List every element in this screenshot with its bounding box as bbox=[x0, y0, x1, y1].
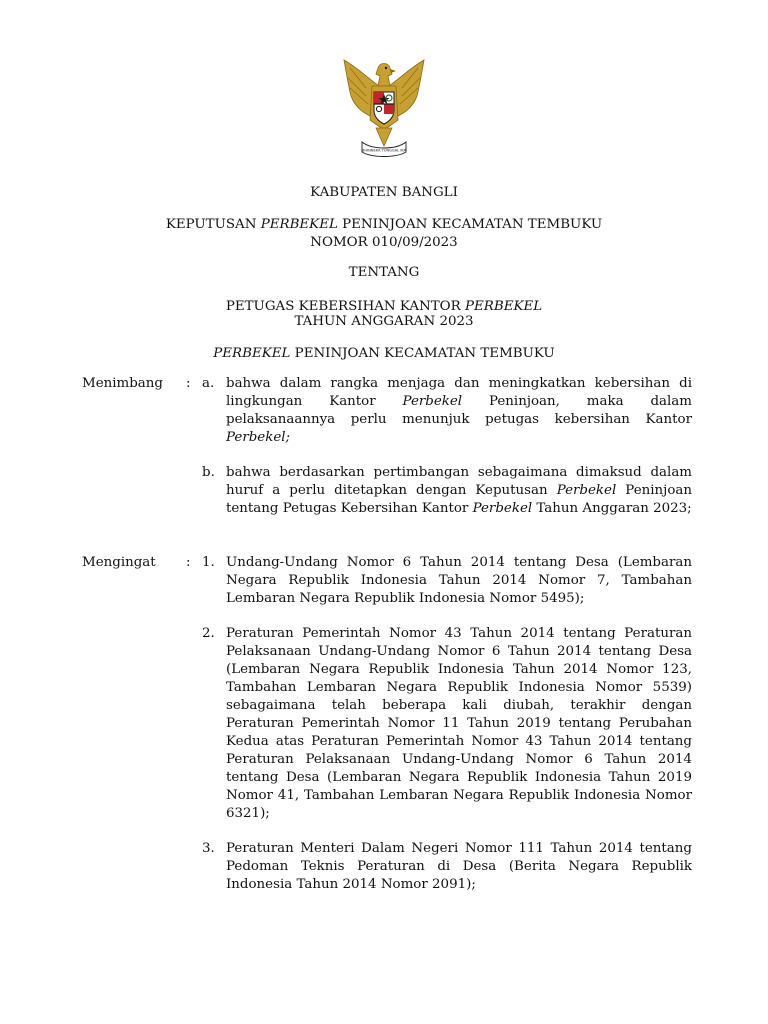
decree-title bbox=[0, 216, 768, 234]
garuda-emblem-icon bbox=[336, 58, 432, 162]
budget-year: TAHUN ANGGARAN 2023 bbox=[294, 314, 474, 329]
menimbang-section bbox=[82, 375, 692, 535]
item-text: bahwa dalam rangka menjaga dan meningkatkan kebersihan di lingkungan Kantor Perbekel Peninjoan, maka dalam pelaksanaannya perlu menunjuk petugas kebersihan Kantor Perbekel; bbox=[226, 376, 692, 445]
mengingat-item-2 bbox=[82, 625, 692, 823]
decree-title-italic: PERBEKEL bbox=[260, 217, 338, 232]
item-text: Undang-Undang Nomor 6 Tahun 2014 tentang Desa (Lembaran Negara Republik Indonesia Tahun 2014 Nomor 7, Tambahan Lembaran Negara Republik Indonesia Nomor 5495); bbox=[226, 555, 692, 606]
item-text: Peraturan Pemerintah Nomor 43 Tahun 2014 tentang Peraturan Pelaksanaan Undang-Undang Nomor 6 Tahun 2014 tentang Desa (Lembaran Negara Republik Indonesia Tahun 2014 Nomor 123, Tambahan Lembaran Negara Republik Indonesia Nomor 5539) sebagaimana telah beberapa kali diubah, terakhir dengan Peraturan Pemerintah Nomor 11 Tahun 2019 tentang Perubahan Kedua atas Peraturan Pemerintah Nomor 43 Tahun 2014 tentang Peraturan Pelaksanaan Undang-Undang Nomor 6 Tahun 2014 tentang Desa (Lembaran Negara Republik Indonesia Tahun 2019 Nomor 41, Tambahan Lembaran Negara Republik Indonesia Nomor 6321); bbox=[226, 626, 692, 821]
menimbang-item-b bbox=[82, 464, 692, 518]
menimbang-colon: : bbox=[186, 376, 191, 391]
item-marker: 2. bbox=[202, 626, 215, 641]
item-marker: 3. bbox=[202, 841, 215, 856]
menimbang-item-a bbox=[82, 375, 692, 447]
mengingat-item-3 bbox=[82, 840, 692, 894]
mengingat-section bbox=[82, 554, 692, 911]
about-label: TENTANG bbox=[348, 265, 420, 280]
item-marker: a. bbox=[202, 376, 215, 391]
subject-title-italic: PERBEKEL bbox=[465, 299, 543, 314]
issuer-title-suffix: PENINJOAN KECAMATAN TEMBUKU bbox=[290, 346, 555, 361]
decree-title-suffix: PENINJOAN KECAMATAN TEMBUKU bbox=[337, 217, 603, 232]
mengingat-item-1 bbox=[82, 554, 692, 608]
emblem-motto: BHINNEKA TUNGGAL IKA bbox=[361, 148, 407, 153]
regency-title: KABUPATEN BANGLI bbox=[310, 185, 458, 200]
item-text: Peraturan Menteri Dalam Negeri Nomor 111 Tahun 2014 tentang Pedoman Teknis Peraturan di Desa (Berita Negara Republik Indonesia Tahun 2014 Nomor 2091); bbox=[226, 841, 692, 892]
item-marker: b. bbox=[202, 465, 215, 480]
decree-number: NOMOR 010/09/2023 bbox=[310, 235, 458, 250]
menimbang-label: Menimbang bbox=[82, 376, 163, 391]
mengingat-colon: : bbox=[186, 555, 191, 570]
subject-title-prefix: PETUGAS KEBERSIHAN KANTOR bbox=[225, 299, 465, 314]
decree-title-prefix: KEPUTUSAN bbox=[165, 217, 261, 232]
item-text: bahwa berdasarkan pertimbangan sebagaimana dimaksud dalam huruf a perlu ditetapkan dengan Keputusan Perbekel Peninjoan tentang Petugas Kebersihan Kantor Perbekel Tahun Anggaran 2023; bbox=[226, 465, 692, 516]
issuer-title-italic: PERBEKEL bbox=[213, 346, 291, 361]
issuer-title bbox=[0, 345, 768, 363]
mengingat-label: Mengingat bbox=[82, 555, 156, 570]
item-marker: 1. bbox=[202, 555, 215, 570]
